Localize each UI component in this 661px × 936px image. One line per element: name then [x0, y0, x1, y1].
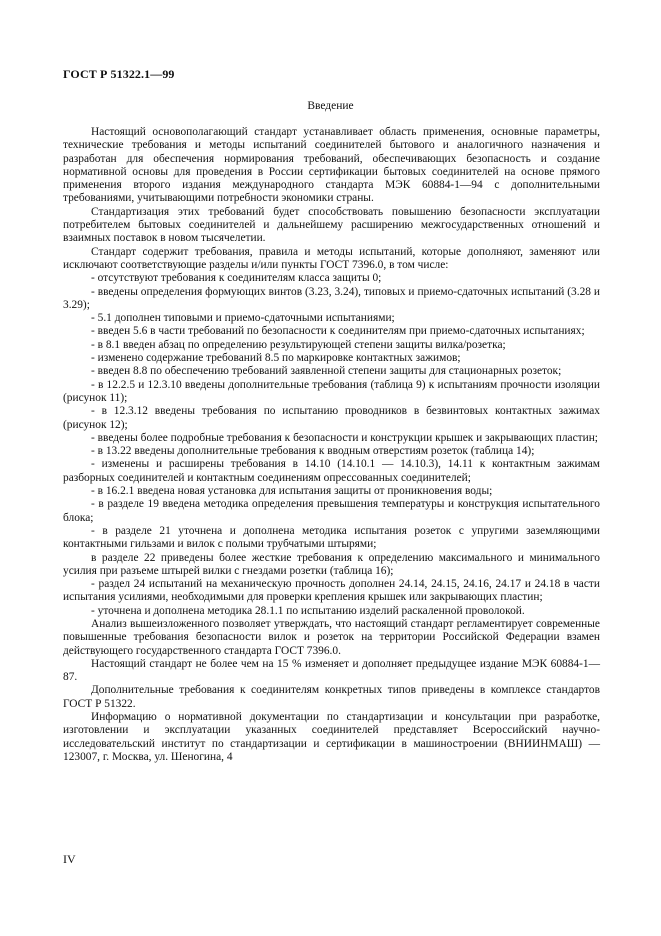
- list-item: - введены определения формующих винтов (3.23, 3.24), типовых и приемо-сдаточных испытаний (3.28 и 3.29);: [63, 285, 600, 311]
- paragraph: Настоящий основополагающий стандарт устанавливает область применения, основные параметры, технические требования и методы испытаний соединителей бытового и аналогичного назначения и разработан для обеспечения нормирования требований, обеспечивающих безопасность и создание нормативной основы для проведения в России сертификации бытовых соединителей на основе прямого применения второго издания международного стандарта МЭК 60884-1—94 с дополнительными требованиями, учитывающими потребности экономики страны.: [63, 126, 600, 205]
- list-item: - 5.1 дополнен типовыми и приемо-сдаточными испытаниями;: [91, 312, 395, 325]
- list-item: - введен 8.8 по обеспечению требований заявленной степени защиты для стационарных розеток;: [91, 365, 562, 378]
- list-item: - в разделе 19 введена методика определения превышения температуры и конструкция испытательного блока;: [63, 498, 600, 524]
- list-item: - отсутствуют требования к соединителям класса защиты 0;: [91, 272, 382, 285]
- section-title: Введение: [307, 100, 354, 112]
- paragraph: Информацию о нормативной документации по стандартизации и консультации при разработке, изготовлении и эксплуатации указанных соединителей представляет Всероссийский научно-исследовательский институт по стандартизации и сертификации в машиностроении (ВНИИНМАШ) — 123007, г. Москва, ул. Шеногина, 4: [63, 711, 600, 763]
- list-item: - уточнена и дополнена методика 28.1.1 по испытанию изделий раскаленной проволокой.: [91, 604, 525, 617]
- list-item: - введен 5.6 в части требований по безопасности к соединителям при приемо-сдаточных испытаниях;: [91, 325, 585, 338]
- paragraph: Анализ вышеизложенного позволяет утверждать, что настоящий стандарт регламентирует современные повышенные требования безопасности вилок и розеток на территории Российской Федерации взамен действующего государственного стандарта ГОСТ 7396.0.: [63, 617, 600, 657]
- standard-code-header: ГОСТ Р 51322.1—99: [63, 67, 175, 81]
- document-body: [63, 126, 600, 764]
- list-item: - в 8.1 введен абзац по определению результирующей степени защиты вилка/розетка;: [91, 338, 506, 351]
- list-item: - в 16.2.1 введена новая установка для испытания защиты от проникновения воды;: [91, 485, 493, 498]
- paragraph: Настоящий стандарт не более чем на 15 % изменяет и дополняет предыдущее издание МЭК 60884-1—87.: [63, 657, 600, 684]
- list-item: - изменены и расширены требования в 14.10 (14.10.1 — 14.10.3), 14.11 к контактным зажимам разборных соединителей и контактным соединениям опрессованных соединителей;: [63, 458, 600, 484]
- paragraph: Стандарт содержит требования, правила и методы испытаний, которые дополняют, заменяют или исключают соответствующие разделы и/или пункты ГОСТ 7396.0, в том числе:: [63, 245, 600, 271]
- page-number: IV: [63, 852, 76, 866]
- paragraph: Дополнительные требования к соединителям конкретных типов приведены в комплексе стандартов ГОСТ Р 51322.: [63, 684, 600, 710]
- list-item: - в разделе 21 уточнена и дополнена методика испытания розеток с упругими заземляющими контактными гильзами и вилок с полыми трубчатыми штырями;: [63, 524, 600, 551]
- list-item: - раздел 24 испытаний на механическую прочность дополнен 24.14, 24.15, 24.16, 24.17 и 24.18 в части испытания усилиями, необходимыми для проверки крепления крышек или закрывающих пластин;: [63, 578, 600, 604]
- list-item: - введены более подробные требования к безопасности и конструкции крышек и закрывающих пластин;: [91, 431, 598, 444]
- paragraph: Стандартизация этих требований будет способствовать повышению безопасности эксплуатации потребителем бытовых соединителей и дальнейшему расширению межгосударственных отношений и взаимных поставок в новом тысячелетии.: [63, 205, 600, 245]
- list-item: - в 12.3.12 введены требования по испытанию проводников в безвинтовых контактных зажимах (рисунок 12);: [63, 405, 600, 431]
- list-item: - в 13.22 введены дополнительные требования к вводным отверстиям розеток (таблица 14);: [91, 445, 535, 458]
- list-item: - в 12.2.5 и 12.3.10 введены дополнительные требования (таблица 9) к испытаниям прочности изоляции (рисунок 11);: [63, 378, 600, 404]
- list-item: - изменено содержание требований 8.5 по маркировке контактных зажимов;: [91, 352, 461, 365]
- list-item: в разделе 22 приведены более жесткие требования к определению максимального и минимального усилия при разъеме штырей вилки с гнездами розетки (таблица 16);: [63, 551, 600, 577]
